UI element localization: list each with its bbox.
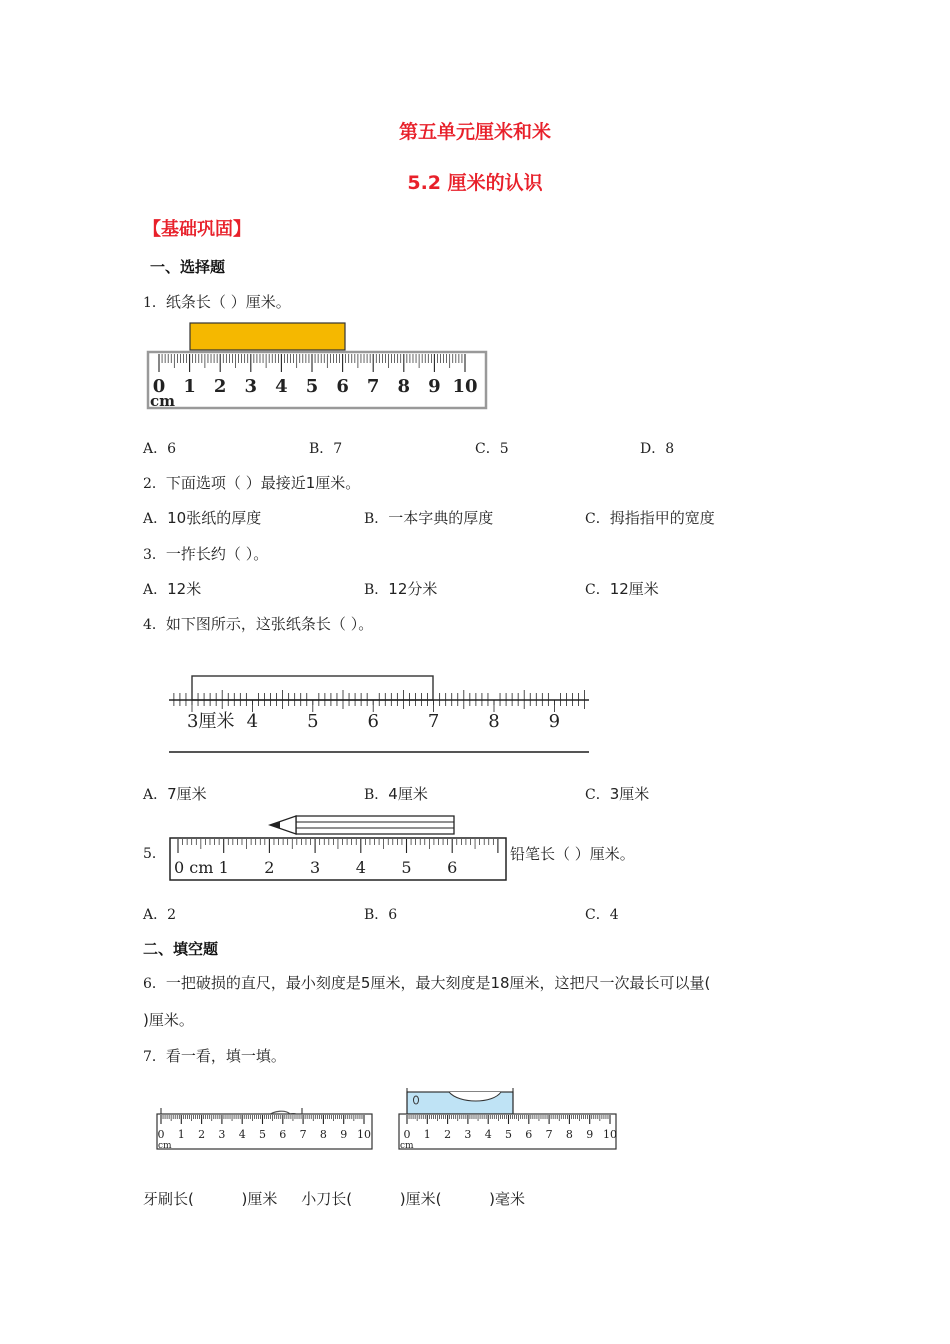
- q1-option-c[interactable]: C．5: [475, 441, 509, 457]
- question-7-answer-line[interactable]: 牙刷长( )厘米 小刀长( )厘米( )毫米: [143, 1190, 525, 1208]
- ruler-label: 8: [319, 1128, 327, 1141]
- q4-option-a[interactable]: A．7厘米: [143, 785, 207, 803]
- pencil-lead: [270, 822, 280, 829]
- section-choice: 一、选择题: [150, 258, 226, 276]
- ruler-label: 7: [545, 1128, 553, 1141]
- ruler-label: 2: [198, 1128, 206, 1141]
- ruler-label: 10: [357, 1128, 371, 1141]
- ruler-q7a: [156, 1113, 376, 1153]
- question-7: 7．看一看，填一填。: [143, 1047, 286, 1065]
- ruler-label: 3: [464, 1128, 472, 1141]
- question-5-number: 5．: [143, 846, 166, 862]
- q1-option-a[interactable]: A．6: [143, 441, 177, 457]
- ruler-label: 2: [444, 1128, 452, 1141]
- ruler-label: 4: [275, 376, 288, 397]
- ruler-label: 6: [367, 711, 379, 732]
- q3-option-c[interactable]: C．12厘米: [585, 580, 659, 598]
- ruler-label: 0: [152, 376, 166, 397]
- ruler-label: 2: [213, 376, 227, 397]
- ruler-label: 3厘米: [187, 711, 235, 732]
- q3-option-b[interactable]: B．12分米: [364, 580, 438, 598]
- ruler-label: 3: [244, 376, 258, 397]
- ruler-label: 6: [336, 376, 349, 397]
- ruler-label: 0: [403, 1128, 411, 1141]
- ruler-label: 10: [452, 376, 478, 397]
- q5-option-a[interactable]: A．2: [143, 907, 177, 923]
- ruler-unit: cm: [150, 392, 176, 410]
- q2-option-b[interactable]: B．一本字典的厚度: [364, 509, 494, 527]
- ruler-label: 7: [299, 1128, 307, 1141]
- q5-option-c[interactable]: C．4: [585, 907, 619, 923]
- question-3: 3．一拃长约（ ）。: [143, 545, 269, 563]
- pencil-body: [296, 816, 454, 834]
- ruler-label: 9: [586, 1128, 594, 1141]
- ruler-label: 6: [525, 1128, 533, 1141]
- question-4: 4．如下图所示，这张纸条长（ ）。: [143, 615, 374, 633]
- question-5-text: 铅笔长（ ）厘米。: [510, 845, 635, 863]
- ruler-label: 8: [397, 376, 411, 397]
- ruler-label: 9: [428, 376, 441, 397]
- ruler-q5: [166, 812, 511, 884]
- ruler-label: 4: [484, 1128, 492, 1141]
- ruler-label: 5: [307, 711, 319, 732]
- section-basic: 【基础巩固】: [143, 219, 251, 240]
- question-2: 2．下面选项（ ）最接近1厘米。: [143, 474, 361, 492]
- ruler-unit: cm: [400, 1141, 414, 1151]
- question-1: 1．纸条长（ ）厘米。: [143, 293, 291, 311]
- q4-option-c[interactable]: C．3厘米: [585, 785, 650, 803]
- ruler-label: 6: [447, 858, 458, 877]
- ruler-label: 5: [401, 858, 412, 877]
- ruler-label: 9: [340, 1128, 348, 1141]
- ruler-label: 7: [427, 711, 440, 732]
- ruler-label: 5: [305, 376, 319, 397]
- ruler-label: 4: [355, 858, 366, 877]
- lesson-title: 5.2 厘米的认识: [407, 172, 543, 194]
- section-fill: 二、填空题: [143, 940, 219, 958]
- ruler-label: 9: [548, 711, 561, 732]
- question-6-line1: 6．一把破损的直尺，最小刻度是5厘米，最大刻度是18厘米，这把尺一次最长可以量(: [143, 974, 711, 992]
- ruler-label: 0: [157, 1128, 165, 1141]
- ruler-label: 8: [488, 711, 500, 732]
- ruler-label: 2: [264, 858, 275, 877]
- q1-option-b[interactable]: B．7: [309, 441, 343, 457]
- q5-option-b[interactable]: B．6: [364, 907, 398, 923]
- paper-strip: [190, 323, 345, 350]
- ruler-label: 5: [259, 1128, 266, 1141]
- q1-option-d[interactable]: D．8: [640, 441, 675, 457]
- ruler-label: 7: [366, 376, 380, 397]
- q3-option-a[interactable]: A．12米: [143, 580, 202, 598]
- ruler-label: 4: [238, 1128, 246, 1141]
- ruler-label: 1: [183, 376, 196, 397]
- ruler-label: 0 cm: [174, 858, 214, 877]
- ruler-unit: cm: [158, 1141, 172, 1151]
- ruler-q1: [146, 320, 491, 412]
- ruler-label: 1: [218, 858, 229, 877]
- q4-option-b[interactable]: B．4厘米: [364, 785, 428, 803]
- ruler-label: 1: [177, 1128, 185, 1141]
- ruler-label: 5: [505, 1128, 512, 1141]
- ruler-label: 10: [603, 1128, 617, 1141]
- q2-option-c[interactable]: C．拇指指甲的宽度: [585, 509, 715, 527]
- ruler-label: 1: [423, 1128, 431, 1141]
- ruler-q7b: [398, 1113, 620, 1153]
- ruler-q4: [165, 670, 595, 762]
- q2-option-a[interactable]: A．10张纸的厚度: [143, 509, 262, 527]
- unit-title: 第五单元厘米和米: [398, 121, 551, 143]
- ruler-label: 3: [218, 1128, 226, 1141]
- ruler-label: 3: [310, 858, 321, 877]
- ruler-label: 4: [246, 711, 259, 732]
- pencil: [270, 816, 454, 834]
- ruler-label: 8: [565, 1128, 573, 1141]
- ruler-label: 6: [279, 1128, 287, 1141]
- question-6-line2[interactable]: )厘米。: [143, 1011, 194, 1029]
